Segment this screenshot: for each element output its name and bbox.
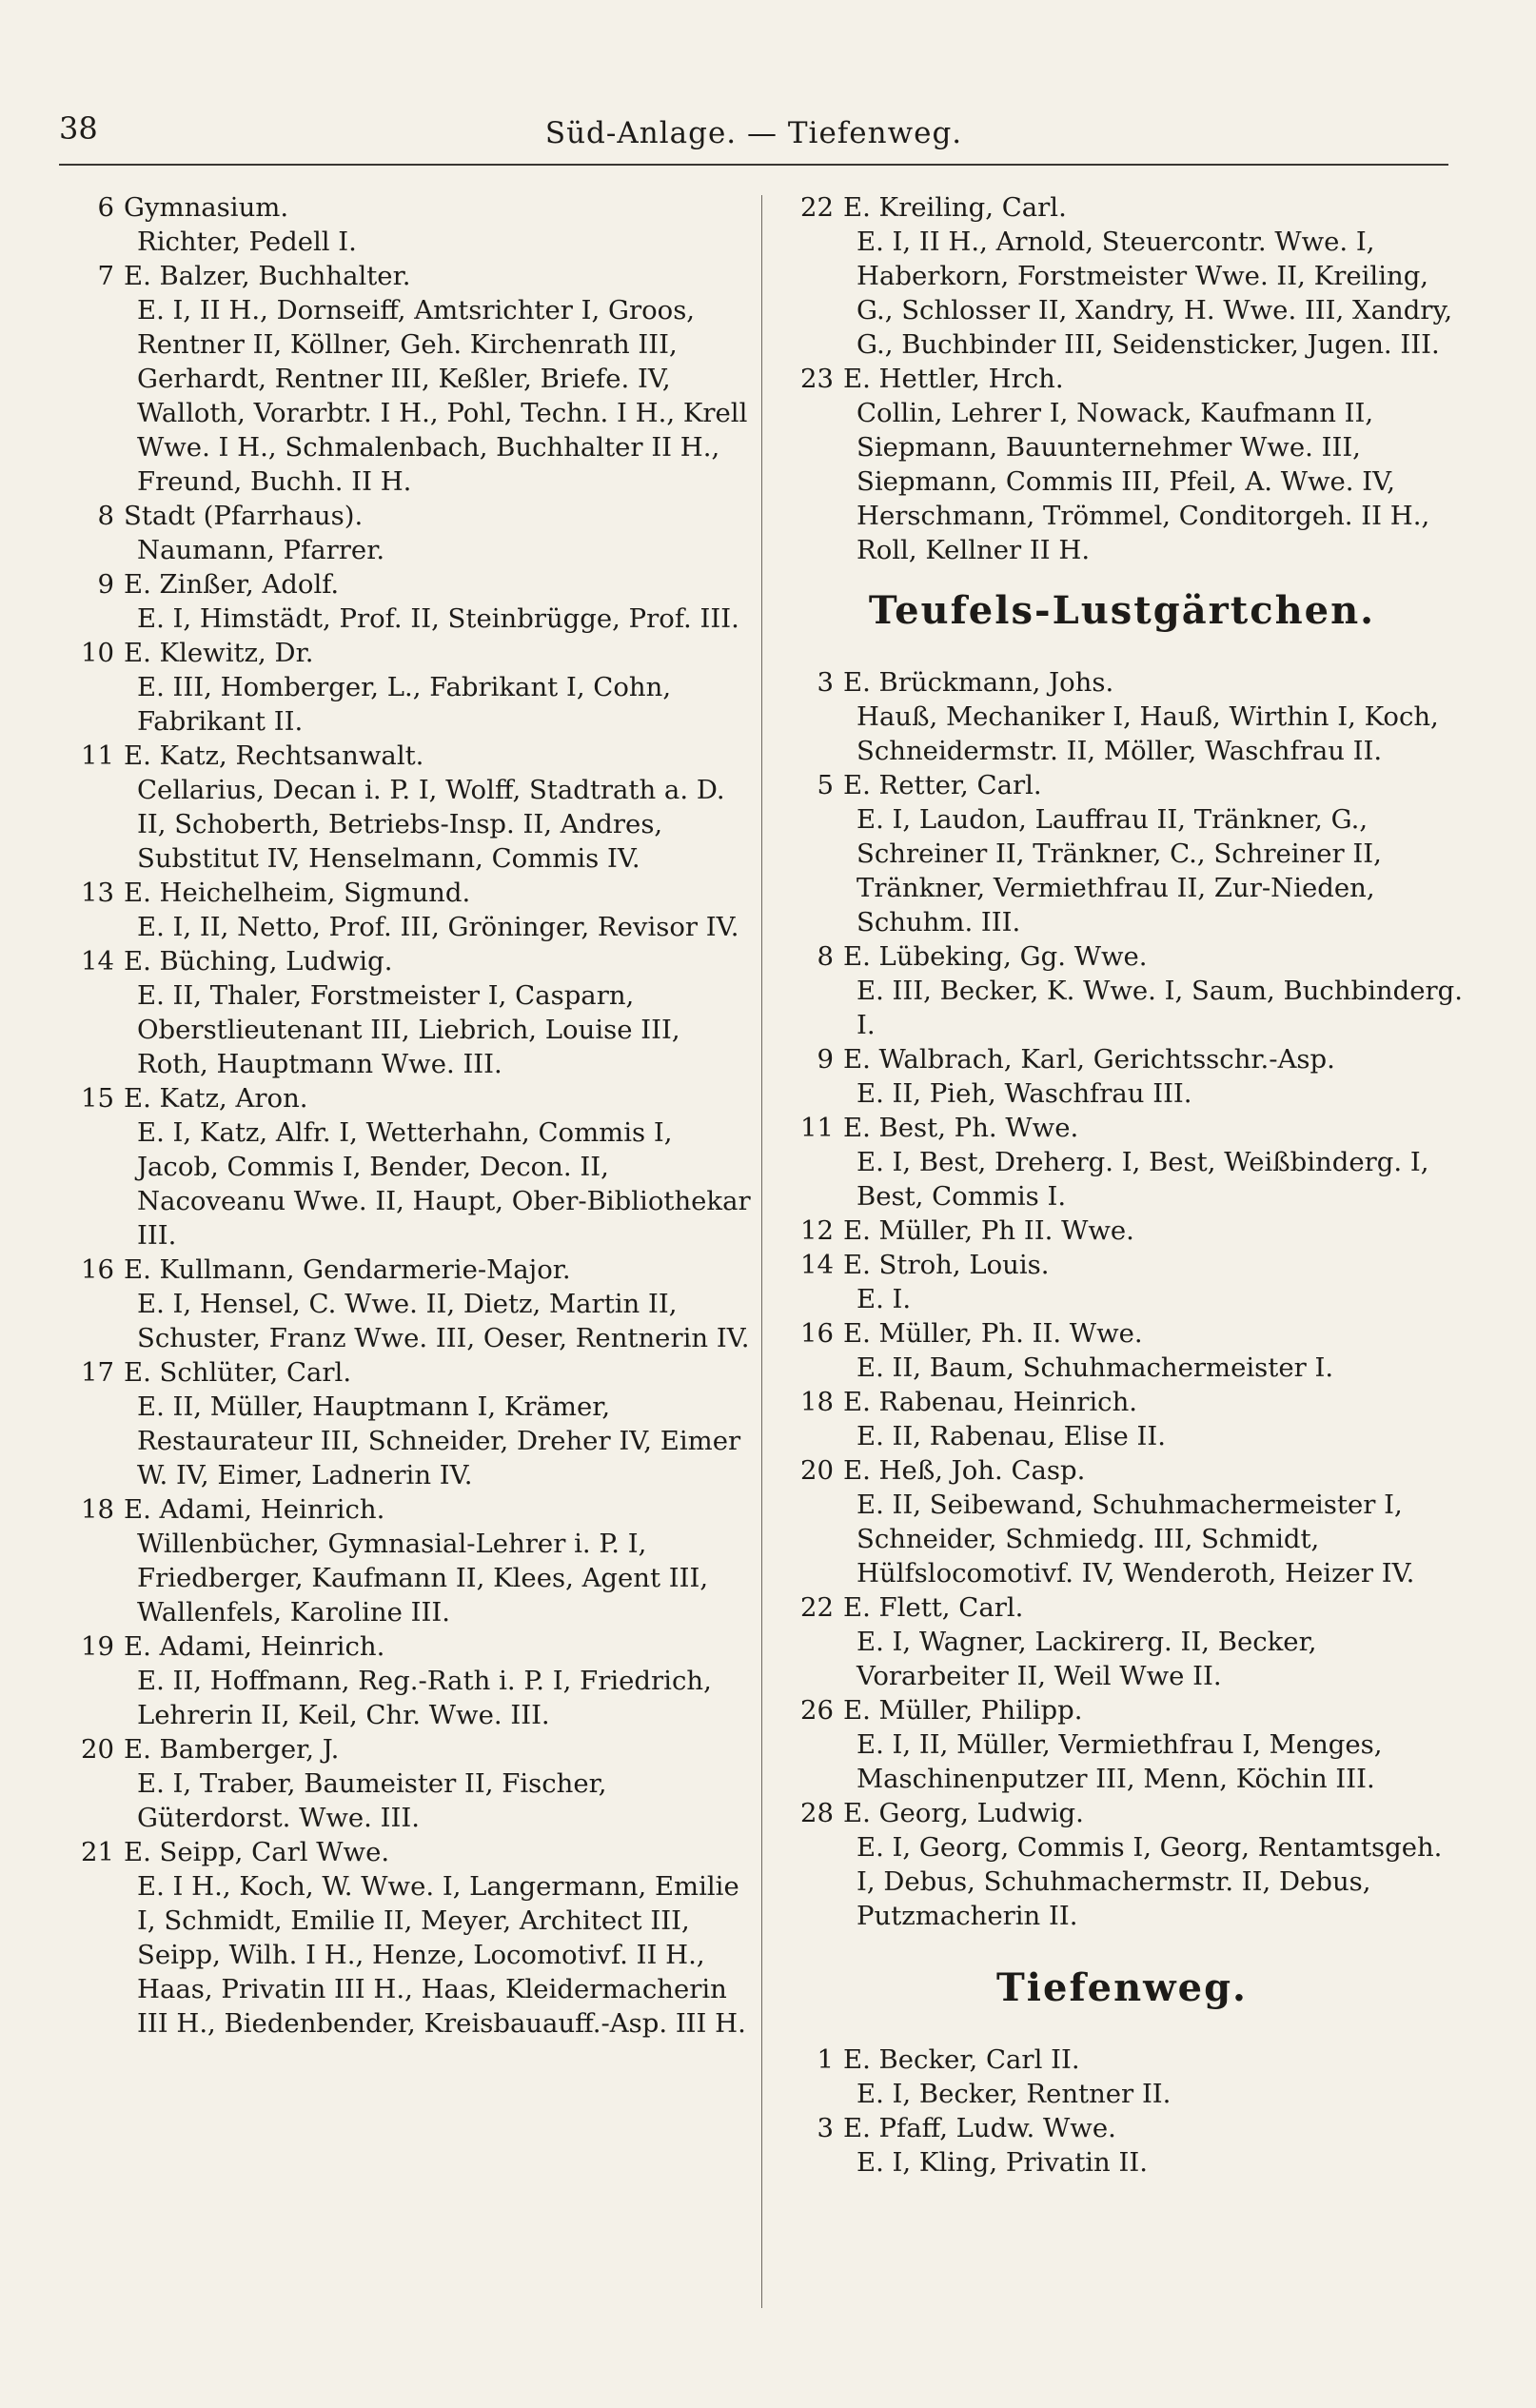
address-entry [59,567,752,636]
house-number: 22 [800,1592,834,1623]
occupants-text: E. I, Hensel, C. Wwe. II, Dietz, Martin II, Schuster, Franz Wwe. III, Oeser, Rentnerin IV. [137,1289,750,1353]
owner-line: E. Heichelheim, Sigmund. [124,878,471,908]
owner-line: E. Becker, Carl II. [843,2044,1080,2075]
address-entry [778,2111,1466,2180]
occupants-text: E. I H., Koch, W. Wwe. I, Langermann, Emilie I, Schmidt, Emilie II, Meyer, Architect III, Seipp, Wilh. I H., Henze, Locomotivf. II H., Haas, Privatin III H., Haas, Kleidermacherin III H., Biedenbender, Kreisbauauff.-Asp. III H. [137,1871,746,2039]
occupants-text: E. I, Becker, Rentner II. [857,2079,1172,2109]
house-number: 1 [817,2044,834,2075]
owner-line: E. Retter, Carl. [843,770,1042,800]
occupants-text: E. I, II H., Dornseiff, Amtsrichter I, Groos, Rentner II, Köllner, Geh. Kirchenrath III, Gerhardt, Rentner III, Keßler, Briefe. IV, Walloth, Vorarbtr. I H., Pohl, Techn. I H., Krell Wwe. I H., Schmalenbach, Buchhalter II H., Freund, Buchh. II H. [137,295,748,497]
occupants-text: E. I, Kling, Privatin II. [857,2147,1148,2178]
address-entry [778,1111,1466,1214]
address-entry [778,190,1466,362]
house-number: 11 [800,1113,834,1143]
address-entry [59,1492,752,1629]
occupants-text: E. I, II, Netto, Prof. III, Gröninger, Revisor IV. [137,912,739,942]
house-number: 7 [97,261,114,291]
occupants-text: E. I, Traber, Baumeister II, Fischer, Güterdorst. Wwe. III. [137,1768,607,1833]
page-number: 38 [59,110,98,147]
owner-line: Gymnasium. [124,192,289,223]
address-entry [59,259,752,499]
house-number: 19 [81,1631,114,1662]
occupants-text: Naumann, Pfarrer. [137,535,385,565]
house-number: 16 [800,1318,834,1349]
address-entry [778,1796,1466,1933]
address-entry [59,1629,752,1732]
column-divider [761,195,762,2308]
owner-line: E. Adami, Heinrich. [124,1631,385,1662]
address-entry [778,1214,1466,1248]
occupants-text: E. II, Thaler, Forstmeister I, Casparn, Oberstlieutenant III, Liebrich, Louise III, Roth, Hauptmann Wwe. III. [137,980,680,1079]
house-number: 3 [817,2113,834,2143]
house-number: 8 [817,941,834,972]
occupants-text: E. III, Homberger, L., Fabrikant I, Cohn, Fabrikant II. [137,672,672,737]
house-number: 14 [800,1250,834,1280]
owner-line: E. Bamberger, J. [124,1734,340,1765]
address-entry [778,1316,1466,1385]
owner-line: E. Walbrach, Karl, Gerichtsschr.-Asp. [843,1044,1335,1075]
house-number: 21 [81,1837,114,1867]
address-entry [59,1835,752,2041]
occupants-text: E. II, Seibewand, Schuhmachermeister I, Schneider, Schmiedg. III, Schmidt, Hülfslocomotivf. IV, Wenderoth, Heizer IV. [857,1490,1415,1589]
owner-line: E. Brückmann, Johs. [843,667,1114,698]
address-entry [778,665,1466,768]
occupants-text: E. II, Hoffmann, Reg.-Rath i. P. I, Friedrich, Lehrerin II, Keil, Chr. Wwe. III. [137,1666,712,1730]
left-column [59,190,752,2041]
owner-line: E. Zinßer, Adolf. [124,569,340,600]
owner-line: E. Stroh, Louis. [843,1250,1050,1280]
right-column-entries [778,190,1466,567]
occupants-text: E. II, Baum, Schuhmachermeister I. [857,1352,1334,1383]
address-entry [778,1590,1466,1693]
occupants-text: E. I, Laudon, Lauffrau II, Tränkner, G., Schreiner II, Tränkner, C., Schreiner II, Tränkner, Vermiethfrau II, Zur-Nieden, Schuhm. III. [857,804,1382,938]
occupants-text: Cellarius, Decan i. P. I, Wolff, Stadtrath a. D. II, Schoberth, Betriebs-Insp. II, Andres, Substitut IV, Henselmann, Commis IV. [137,775,725,874]
owner-line: E. Müller, Philipp. [843,1695,1083,1726]
address-entry [59,636,752,739]
owner-line: E. Klewitz, Dr. [124,638,314,668]
address-entry [778,1248,1466,1316]
house-number: 6 [97,192,114,223]
owner-line: E. Katz, Rechtsanwalt. [124,740,424,771]
house-number: 8 [97,501,114,531]
owner-line: E. Pfaff, Ludw. Wwe. [843,2113,1116,2143]
address-entry [59,1732,752,1835]
running-head: Süd-Anlage. — Tiefenweg. [544,116,963,150]
owner-line: E. Büching, Ludwig. [124,946,393,977]
occupants-text: E. I, Himstädt, Prof. II, Steinbrügge, Prof. III. [137,603,739,634]
owner-line: Stadt (Pfarrhaus). [124,501,364,531]
owner-line: E. Hettler, Hrch. [843,364,1064,394]
address-entry [59,876,752,944]
house-number: 28 [800,1798,834,1828]
address-entry [778,1453,1466,1590]
house-number: 13 [81,878,114,908]
house-number: 9 [97,569,114,600]
section-title-tiefenweg: Tiefenweg. [996,1965,1248,2010]
page-header [59,103,1448,166]
address-entry [778,1042,1466,1111]
occupants-text: E. I, Wagner, Lackirerg. II, Becker, Vorarbeiter II, Weil Wwe II. [857,1627,1317,1691]
occupants-text: E. I, Best, Dreherg. I, Best, Weißbinderg. I, Best, Commis I. [857,1147,1429,1212]
owner-line: E. Adami, Heinrich. [124,1494,385,1525]
house-number: 5 [817,770,834,800]
address-entry [59,739,752,876]
address-entry [778,1693,1466,1796]
occupants-text: E. I, Katz, Alfr. I, Wetterhahn, Commis I, Jacob, Commis I, Bender, Decon. II, Nacoveanu Wwe. II, Haupt, Ober-Bibliothekar III. [137,1117,751,1251]
address-entry [59,1355,752,1492]
occupants-text: Hauß, Mechaniker I, Hauß, Wirthin I, Koch, Schneidermstr. II, Möller, Waschfrau II. [857,701,1439,766]
house-number: 20 [81,1734,114,1765]
occupants-text: Collin, Lehrer I, Nowack, Kaufmann II, Siepmann, Bauunternehmer Wwe. III, Siepmann, Commis III, Pfeil, A. Wwe. IV, Herschmann, Trömmel, Conditorgeh. II H., Roll, Kellner II H. [857,398,1430,565]
house-number: 15 [81,1083,114,1114]
house-number: 26 [800,1695,834,1726]
occupants-text: E. II, Pieh, Waschfrau III. [857,1078,1192,1109]
address-entry [59,499,752,567]
address-entry [778,2043,1466,2111]
address-entry [778,939,1466,1042]
house-number: 3 [817,667,834,698]
owner-line: E. Heß, Joh. Casp. [843,1455,1086,1486]
address-entry [59,1081,752,1253]
owner-line: E. Seipp, Carl Wwe. [124,1837,390,1867]
house-number: 12 [800,1215,834,1246]
house-number: 9 [817,1044,834,1075]
owner-line: E. Müller, Ph. II. Wwe. [843,1318,1143,1349]
house-number: 18 [81,1494,114,1525]
house-number: 18 [800,1387,834,1417]
owner-line: E. Best, Ph. Wwe. [843,1113,1079,1143]
occupants-text: E. II, Müller, Hauptmann I, Krämer, Restaurateur III, Schneider, Dreher IV, Eimer W. IV, Eimer, Ladnerin IV. [137,1392,741,1490]
house-number: 23 [800,364,834,394]
address-entry [59,944,752,1081]
owner-line: E. Schlüter, Carl. [124,1357,352,1388]
address-entry [778,768,1466,939]
occupants-text: E. I, II H., Arnold, Steuercontr. Wwe. I, Haberkorn, Forstmeister Wwe. II, Kreiling, G., Schlosser II, Xandry, H. Wwe. III, Xandry, G., Buchbinder III, Seidensticker, Jugen. III. [857,227,1453,360]
house-number: 17 [81,1357,114,1388]
owner-line: E. Balzer, Buchhalter. [124,261,411,291]
right-column [778,190,1466,2180]
owner-line: E. Georg, Ludwig. [843,1798,1084,1828]
address-entry [778,1385,1466,1453]
owner-line: E. Katz, Aron. [124,1083,308,1114]
owner-line: E. Lübeking, Gg. Wwe. [843,941,1148,972]
house-number: 20 [800,1455,834,1486]
owner-line: E. Kreiling, Carl. [843,192,1067,223]
occupants-text: Richter, Pedell I. [137,227,357,257]
address-entry [59,1253,752,1355]
owner-line: E. Kullmann, Gendarmerie-Major. [124,1254,571,1285]
section-entries-tiefenweg [778,2043,1466,2180]
owner-line: E. Flett, Carl. [843,1592,1024,1623]
house-number: 10 [81,638,114,668]
owner-line: E. Müller, Ph II. Wwe. [843,1215,1134,1246]
occupants-text: Willenbücher, Gymnasial-Lehrer i. P. I, Friedberger, Kaufmann II, Klees, Agent III, Wallenfels, Karoline III. [137,1529,709,1628]
address-entry [778,362,1466,567]
house-number: 16 [81,1254,114,1285]
section-entries-teufels-lustgaertchen [778,665,1466,1933]
address-entry [59,190,752,259]
house-number: 22 [800,192,834,223]
occupants-text: E. III, Becker, K. Wwe. I, Saum, Buchbinderg. I. [857,976,1464,1040]
occupants-text: E. I, Georg, Commis I, Georg, Rentamtsgeh. I, Debus, Schuhmachermstr. II, Debus, Putzmacherin II. [857,1832,1443,1931]
occupants-text: E. I. [857,1284,912,1314]
section-title-teufels-lustgaertchen: Teufels-Lustgärtchen. [868,588,1376,633]
owner-line: E. Rabenau, Heinrich. [843,1387,1138,1417]
house-number: 11 [81,740,114,771]
house-number: 14 [81,946,114,977]
occupants-text: E. II, Rabenau, Elise II. [857,1421,1166,1451]
occupants-text: E. I, II, Müller, Vermiethfrau I, Menges, Maschinenputzer III, Menn, Köchin III. [857,1729,1383,1794]
